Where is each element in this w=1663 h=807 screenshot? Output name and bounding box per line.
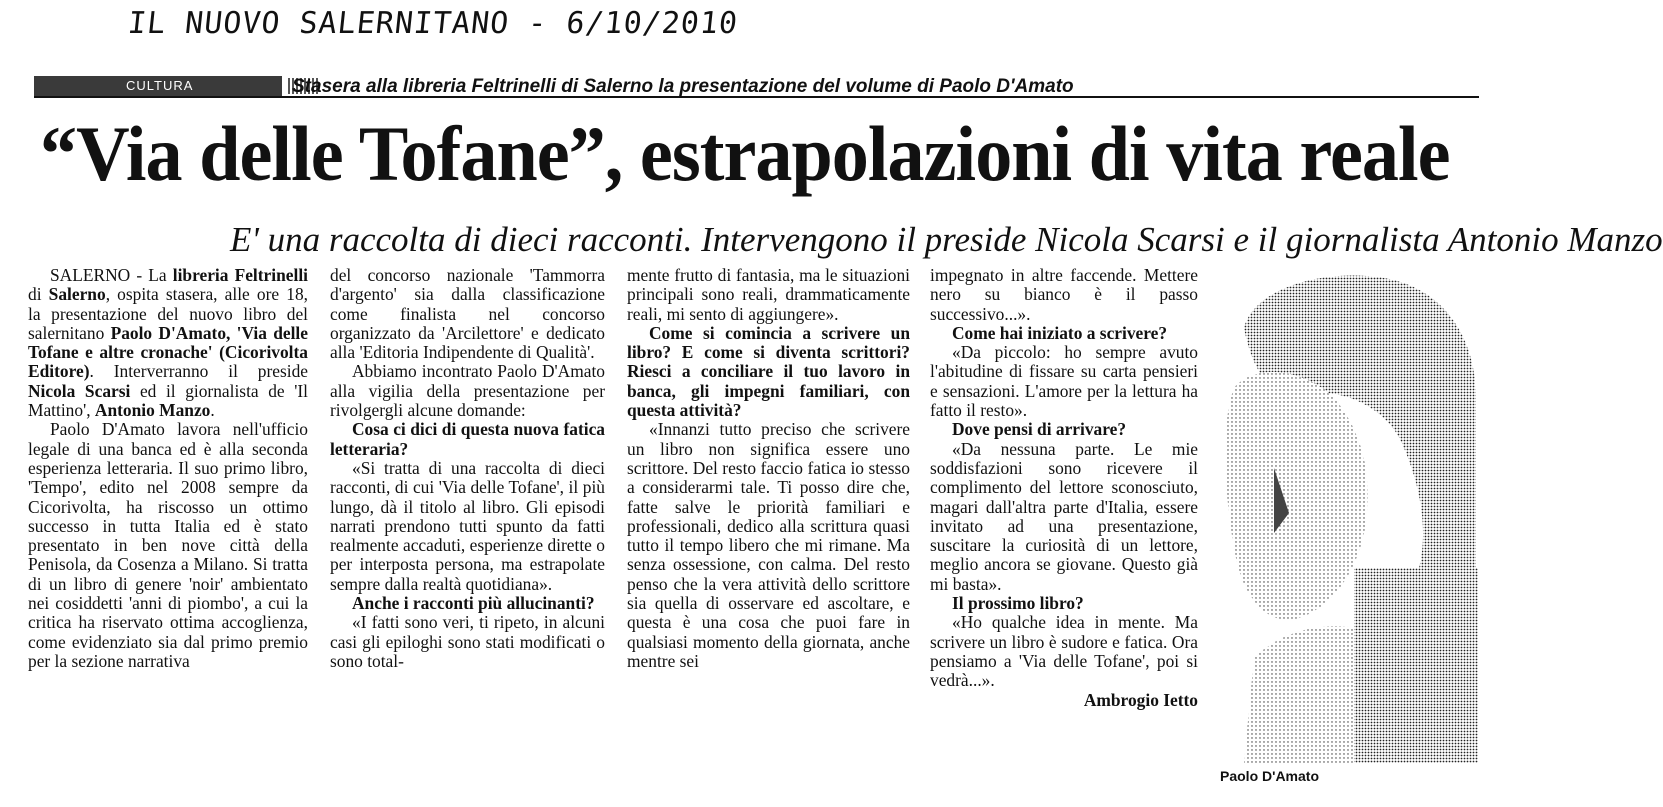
text-bold: libreria Feltrinelli [172,265,308,285]
text: , ospita stasera, alle ore 18, la presentazione del nuovo libro del salernitano [28,284,308,343]
paragraph: del concorso nazionale 'Tammorra d'argento' sia dalla classificazione come finalista nel concorso organizzato da 'Arcilettore' e dedicato alla 'Editoria Indipendente di Qualità'. [330,265,605,363]
author-byline: Ambrogio Ietto [1083,689,1198,710]
text: ed il giornalista de 'Il Mattino', [28,380,308,421]
text-bold: Nicola Scarsi [28,380,131,401]
interview-answer: «Ho qualche idea in mente. Ma scrivere un libro è sudore e fatica. Ora pensiamo a 'Via delle Tofane', poi si vedrà...». [930,612,1198,691]
portrait-image [1214,268,1478,763]
photo-caption: Paolo D'Amato [1220,768,1320,784]
text: . Interverranno il preside [89,361,308,382]
interview-answer: «I fatti sono veri, ti ripeto, in alcuni casi gli epiloghi sono stati modificati o sono total- [330,612,605,671]
article-column-2 [330,266,605,671]
paragraph: impegnato in altre faccende. Mettere nero su bianco è il passo successivo...». [930,265,1198,324]
text: SALERNO - La [50,265,173,285]
interview-answer: «Innanzi tutto preciso che scrivere un libro non significa essere uno scrittore. Del resto faccio fatica io stesso a considerarmi tale. Ti posso dire che, fatte salve le priorità familiari e professionali, dedico alla scrittura quasi tutto il tempo libero che mi rimane. Ma senza ossessione, con calma. Del resto penso che la vera attività dello scrittore sia quella di osservare ed ascoltare, e questa è una cosa che puoi fare in qualsiasi momento della giornata, anche mentre sei [627,419,910,671]
subheadline: E' una raccolta di dieci racconti. Intervengono il preside Nicola Scarsi e il giornalista Antonio Manzo [230,220,1663,259]
paragraph [28,266,308,420]
text-bold: Salerno [48,284,106,305]
section-tag: CULTURA [34,76,282,96]
paragraph: Abbiamo incontrato Paolo D'Amato alla vigilia della presentazione per rivolgergli alcune domande: [330,361,605,421]
article-column-4 [930,266,1198,710]
paragraph: Paolo D'Amato lavora nell'ufficio legale di una banca ed è alla seconda esperienza letteraria. Il suo primo libro, 'Tempo', edito nel 2008 sempre da Cicorivolta, ha riscosso un ottimo successo in tutta Italia ed è stato presentato in ben nove città della Penisola, da Cosenza a Milano. Si tratta di un libro di genere 'noir' ambientato nei cosiddetti 'anni di piombo', a cui la critica ha riservato ottima accoglienza, come evidenziato sia dal primo premio per la sezione narrativa [28,419,308,671]
handwritten-source-note: IL NUOVO SALERNITANO - 6/10/2010 [126,6,740,41]
portrait-photo [1214,268,1478,763]
kicker: Stasera alla libreria Feltrinelli di Salerno la presentazione del volume di Paolo D'Amato [292,76,1074,97]
interview-question: Anche i racconti più allucinanti? [352,593,595,614]
interview-answer: «Da nessuna parte. Le mie soddisfazioni sono ricevere il complimento del lettore sconosciuto, magari dall'altra parte d'Italia, essere invitato ad una presentazione, suscitare la curiosità di un lettore, meglio ancora se giovane. Questo già mi basta». [930,438,1198,594]
text-bold: Paolo D'Amato, 'Via delle Tofane e altre cronache' (Cicorivolta Editore) [28,322,308,382]
interview-question: Come hai iniziato a scrivere? [952,322,1168,343]
headline: “Via delle Tofane”, estrapolazioni di vita reale [40,110,1450,197]
text: . [210,400,215,421]
text-bold: Antonio Manzo [94,400,211,421]
interview-answer: «Da piccolo: ho sempre avuto l'abitudine di fissare su carta pensieri e sensazioni. L'amore per la lettura ha fatto il resto». [930,342,1198,421]
interview-question: Il prossimo libro? [952,593,1084,614]
article-column-1 [28,266,308,671]
interview-question: Dove pensi di arrivare? [952,419,1127,440]
article-column-3 [627,266,910,671]
interview-answer: «Si tratta di una raccolta di dieci racconti, di cui 'Via delle Tofane', il più lungo, dà il titolo al libro. Gli episodi narrati prendono tutti spunto da fatti realmente accaduti, esperienze dirette o per interposta persona, ma estrapolate sempre dalla realtà quotidiana». [330,457,605,594]
text: di [28,284,49,305]
interview-question: Cosa ci dici di questa nuova fatica letteraria? [330,419,605,459]
paragraph: mente frutto di fantasia, ma le situazioni principali sono reali, drammaticamente reali, mi sento di aggiungere». [627,265,910,324]
interview-question: Come si comincia a scrivere un libro? E come si diventa scrittori? Riesci a conciliare il tuo lavoro in banca, gli impegni familiari, con questa attività? [627,322,910,421]
